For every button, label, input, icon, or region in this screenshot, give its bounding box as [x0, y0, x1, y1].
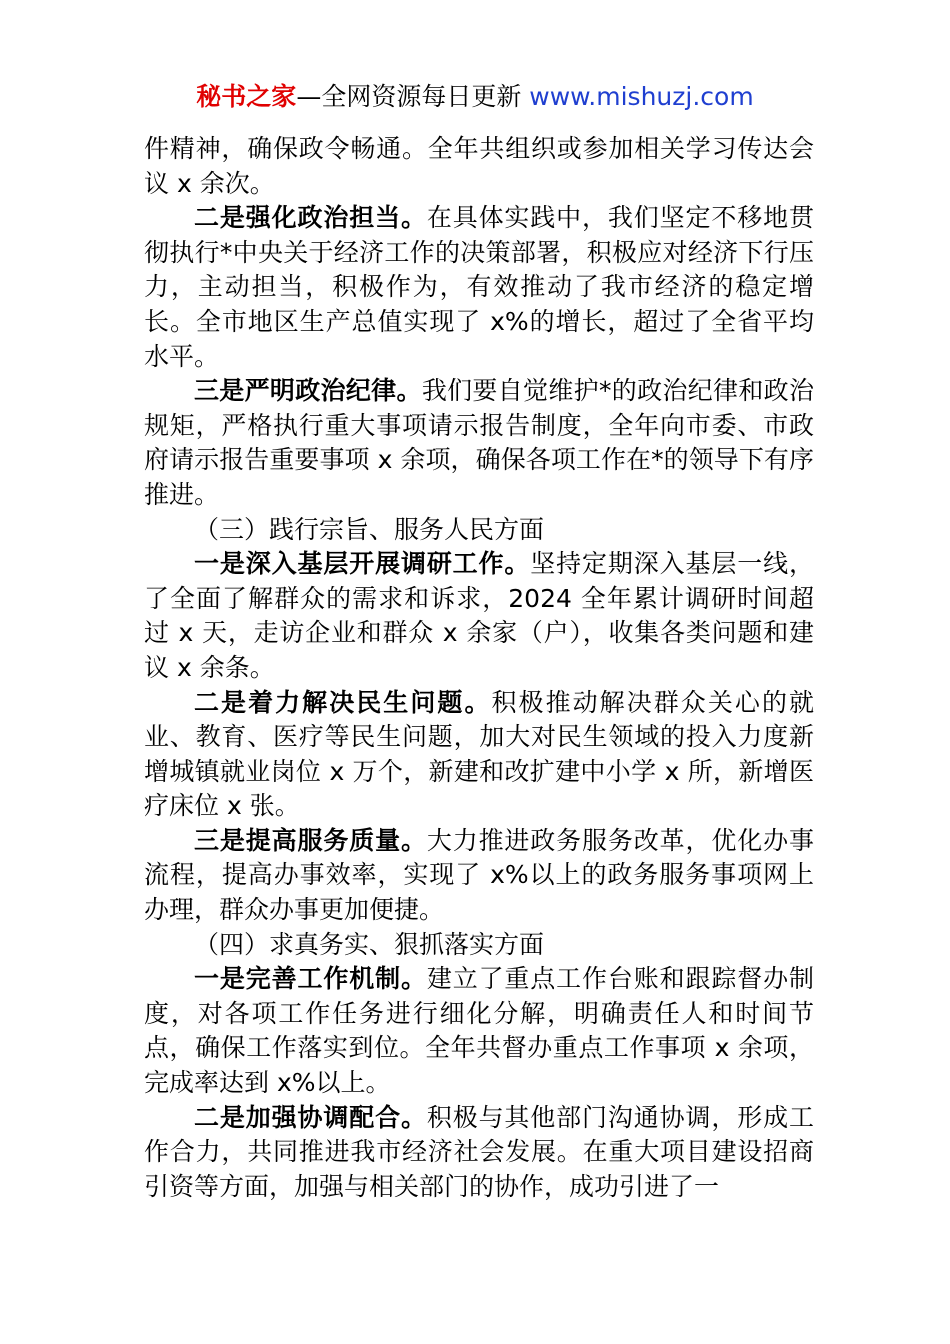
paragraph-lead: 三是严明政治纪律。 — [194, 376, 422, 406]
paragraph-lead: 一是深入基层开展调研工作。 — [194, 549, 531, 579]
site-brand: 秘书之家 — [196, 82, 297, 111]
section-heading-text: （三）践行宗旨、服务人民方面 — [194, 514, 545, 544]
paragraph-lead: 二是强化政治担当。 — [194, 203, 427, 233]
site-tagline: —全网资源每日更新 — [296, 82, 530, 111]
document-body — [144, 132, 814, 1204]
paragraph-5 — [144, 547, 814, 685]
paragraph-text: 建立了重点工作台账和跟踪督办制度，对各项工作任务进行细化分解，明确责任人和时间节点，确保工作落实到位。全年共督办重点工作事项 x 余项，完成率达到 x%以上。 — [144, 964, 814, 1098]
paragraph-6 — [144, 686, 814, 824]
paragraph-text: 大力推进政务服务改革，优化办事流程，提高办事效率，实现了 x%以上的政务服务事项网上办理，群众办事更加便捷。 — [144, 825, 814, 925]
section-heading-text: （四）求真务实、狠抓落实方面 — [194, 929, 545, 959]
section-heading-4 — [144, 928, 814, 963]
site-header — [0, 80, 950, 114]
paragraph-text: 件精神，确保政令畅通。全年共组织或参加相关学习传达会议 x 余次。 — [144, 134, 814, 198]
paragraph-1 — [144, 132, 814, 201]
paragraph-10 — [144, 1101, 814, 1205]
paragraph-lead: 二是加强协调配合。 — [194, 1102, 427, 1132]
paragraph-text: 坚持定期深入基层一线，了全面了解群众的需求和诉求，2024 全年累计调研时间超过 x 天，走访企业和群众 x 余家（户），收集各类问题和建议 x 余条。 — [144, 549, 814, 682]
section-heading-3 — [144, 513, 814, 548]
paragraph-7 — [144, 824, 814, 928]
paragraph-lead: 一是完善工作机制。 — [194, 964, 427, 994]
paragraph-text: 我们要自觉维护*的政治纪律和政治规矩，严格执行重大事项请示报告制度，全年向市委、市政府请示报告重要事项 x 余项，确保各项工作在*的领导下有序推进。 — [144, 376, 814, 509]
site-url[interactable]: www.mishuzj.com — [529, 82, 754, 111]
paragraph-lead: 三是提高服务质量。 — [194, 825, 427, 855]
paragraph-2 — [144, 201, 814, 374]
paragraph-lead: 二是着力解决民生问题。 — [194, 687, 492, 717]
paragraph-9 — [144, 962, 814, 1100]
paragraph-text: 积极推动解决群众关心的就业、教育、医疗等民生问题，加大对民生领域的投入力度新增城镇就业岗位 x 万个，新建和改扩建中小学 x 所，新增医疗床位 x 张。 — [144, 687, 814, 821]
paragraph-text: 在具体实践中，我们坚定不移地贯彻执行*中央关于经济工作的决策部署，积极应对经济下行压力，主动担当，积极作为，有效推动了我市经济的稳定增长。全市地区生产总值实现了 x%的增长，超过了全省平均水平。 — [144, 203, 814, 371]
paragraph-text: 积极与其他部门沟通协调，形成工作合力，共同推进我市经济社会发展。在重大项目建设招商引资等方面，加强与相关部门的协作，成功引进了一 — [144, 1102, 814, 1201]
paragraph-3 — [144, 374, 814, 512]
